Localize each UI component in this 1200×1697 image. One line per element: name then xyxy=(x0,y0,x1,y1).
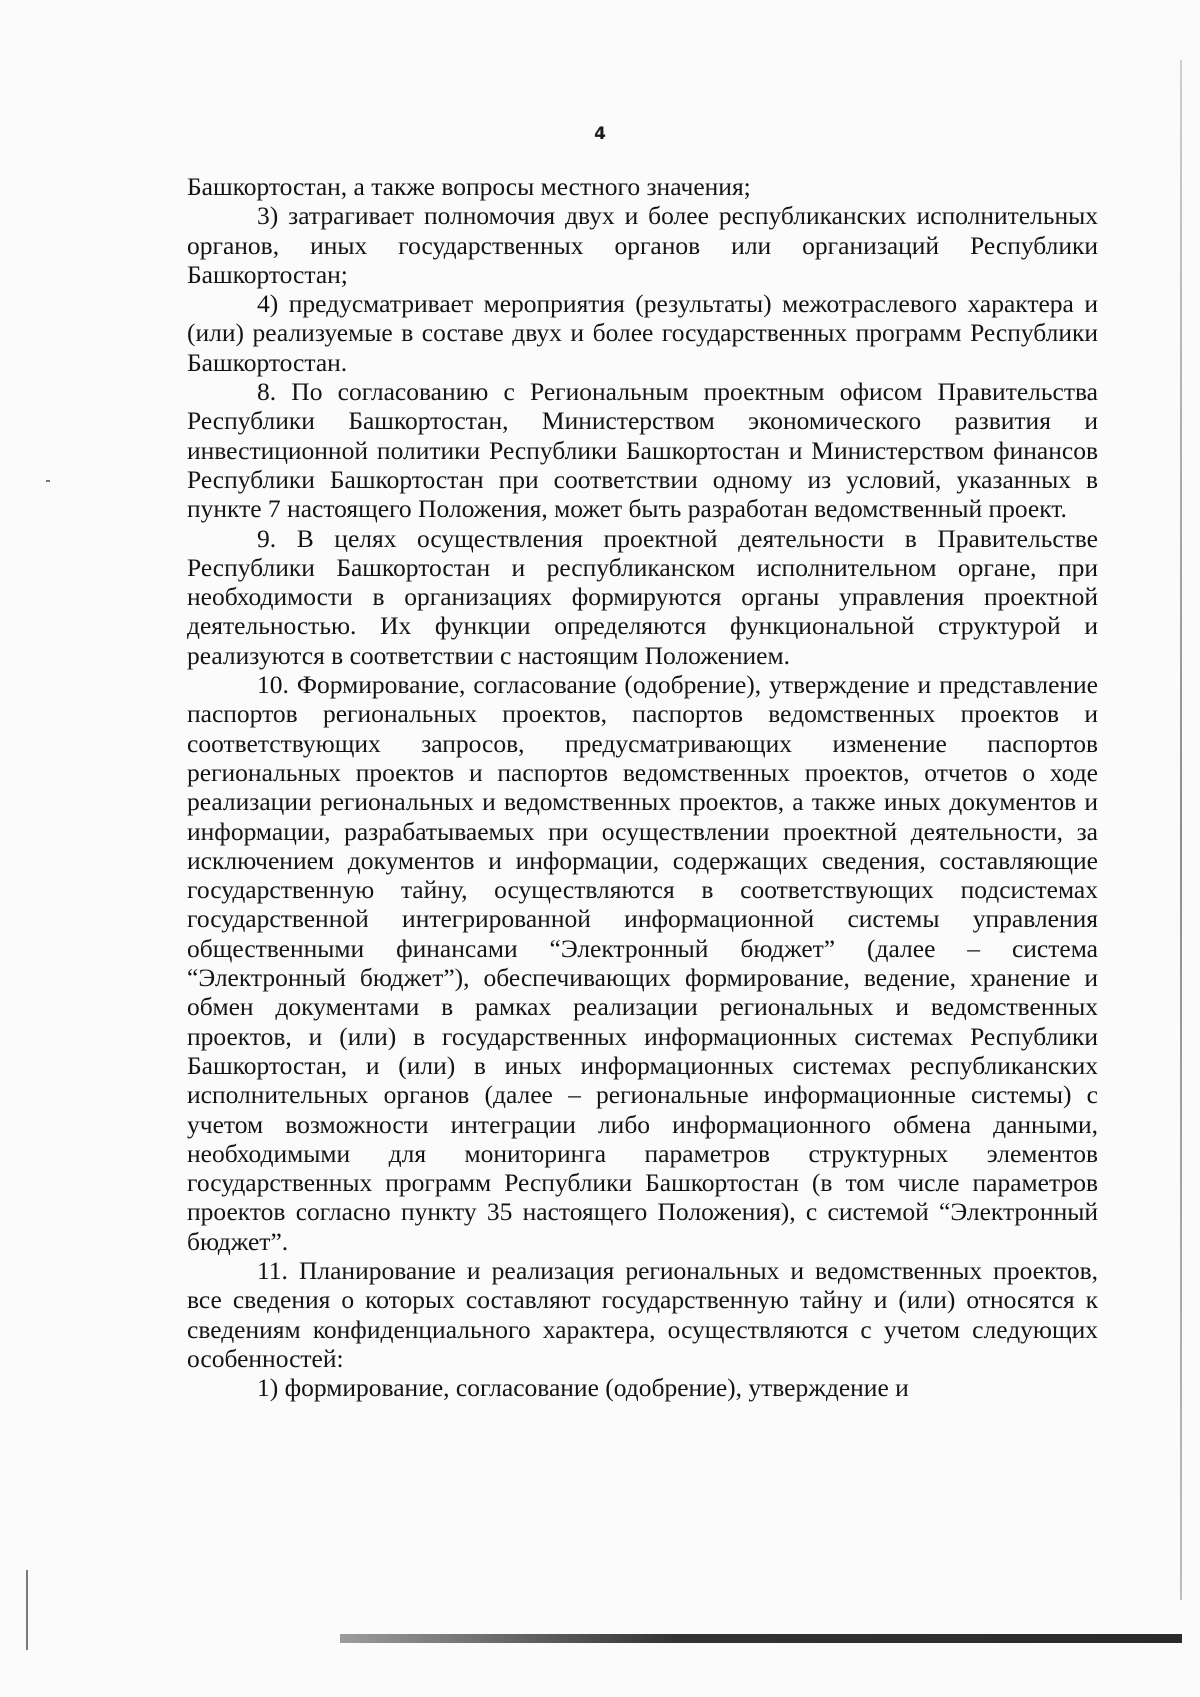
page-number: 4 xyxy=(594,124,606,144)
paragraph-item-4: 4) предусматривает мероприятия (результаты) межотраслевого характера и (или) реализуемые в составе двух и более государственных программ Республики Башкортостан. xyxy=(187,289,1098,377)
paragraph-item-1: 1) формирование, согласование (одобрение), утверждение и xyxy=(257,1373,909,1403)
paragraph-continuation: Башкортостан, а также вопросы местного значения; xyxy=(187,172,751,201)
scan-bottom-bar xyxy=(340,1634,1182,1643)
scan-artifact-dot xyxy=(46,480,50,482)
paragraph-clause-8: 8. По согласованию с Региональным проектным офисом Правительства Республики Башкортостан, Министерством экономического развития и инвестиционной политики Республики Башкортостан и Министерством финансов Республики Башкортостан при соответствии одному из условий, указанных в пункте 7 настоящего Положения, может быть разработан ведомственный проект. xyxy=(187,377,1098,524)
paragraph-clause-11: 11. Планирование и реализация региональных и ведомственных проектов, все сведения о которых составляют государственную тайну и (или) относятся к сведениям конфиденциального характера, осуществляются с учетом следующих особенностей: xyxy=(187,1255,1098,1373)
paragraph-item-3: 3) затрагивает полномочия двух и более республиканских исполнительных органов, иных государственных органов или организаций Республики Башкортостан; xyxy=(187,201,1098,289)
document-body xyxy=(187,172,1098,1402)
scan-edge-left xyxy=(26,1570,28,1650)
scan-edge-right xyxy=(1180,60,1182,1600)
paragraph-clause-9: 9. В целях осуществления проектной деятельности в Правительстве Республики Башкортостан и республиканском исполнительном органе, при необходимости в организациях формируются органы управления проектной деятельностью. Их функции определяются функциональной структурой и реализуются в соответствии с настоящим Положением. xyxy=(187,523,1098,670)
paragraph-clause-10: 10. Формирование, согласование (одобрение), утверждение и представление паспортов региональных проектов, паспортов ведомственных проектов и соответствующих запросов, предусматривающих изменение паспортов региональных проектов и паспортов ведомственных проектов, отчетов о ходе реализации региональных и ведомственных проектов, а также иных документов и информации, разрабатываемых при осуществлении проектной деятельности, за исключением документов и информации, содержащих сведения, составляющие государственную тайну, осуществляются в соответствующих подсистемах государственной интегрированной информационной системы управления общественными финансами “Электронный бюджет” (далее – система “Электронный бюджет”), обеспечивающих формирование, ведение, хранение и обмен документами в рамках реализации региональных и ведомственных проектов, и (или) в государственных информационных системах Республики Башкортостан, и (или) в иных информационных системах республиканских исполнительных органов (далее – региональные информационные системы) с учетом возможности интеграции либо информационного обмена данными, необходимыми для мониторинга параметров структурных элементов государственных программ Республики Башкортостан (в том числе параметров проектов согласно пункту 35 настоящего Положения), с системой “Электронный бюджет”. xyxy=(187,670,1098,1256)
